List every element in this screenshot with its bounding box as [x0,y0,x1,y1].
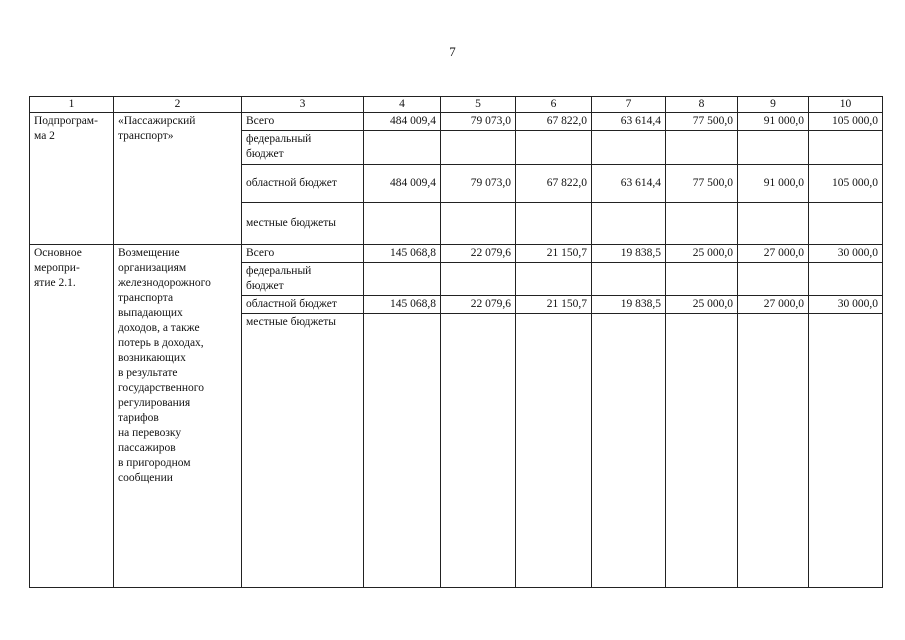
value-cell [516,263,592,296]
value-cell: 21 150,7 [516,296,592,314]
value-cell: 67 822,0 [516,165,592,203]
value-cell: 105 000,0 [809,165,883,203]
table-row [30,113,883,131]
header-cell: 3 [242,97,364,113]
header-cell: 9 [738,97,809,113]
value-cell: 22 079,6 [441,245,516,263]
funding-source: Всего [242,113,364,131]
value-cell: 19 838,5 [592,245,666,263]
funding-source: Всего [242,245,364,263]
value-cell [809,203,883,245]
value-cell [666,314,738,588]
value-cell [738,131,809,165]
value-cell: 30 000,0 [809,296,883,314]
header-cell: 2 [114,97,242,113]
value-cell [738,203,809,245]
value-cell: 25 000,0 [666,296,738,314]
header-cell: 1 [30,97,114,113]
value-cell [441,131,516,165]
program-title: «Пассажирский транспорт» [114,113,242,245]
header-cell: 8 [666,97,738,113]
header-cell: 4 [364,97,441,113]
value-cell [364,263,441,296]
measure-title: Возмещение организациям железнодорожного транспорта выпадающих доходов, а также потерь в доходах, возникающих в результате государственного регулирования тарифов на перевозку пассажиров в пригородном сообщении [114,245,242,588]
value-cell [592,263,666,296]
value-cell: 145 068,8 [364,245,441,263]
value-cell: 21 150,7 [516,245,592,263]
value-cell: 63 614,4 [592,165,666,203]
value-cell: 105 000,0 [809,113,883,131]
header-cell: 7 [592,97,666,113]
value-cell [516,203,592,245]
value-cell: 145 068,8 [364,296,441,314]
header-cell: 10 [809,97,883,113]
value-cell: 27 000,0 [738,296,809,314]
value-cell [666,203,738,245]
value-cell: 19 838,5 [592,296,666,314]
value-cell: 91 000,0 [738,113,809,131]
value-cell: 67 822,0 [516,113,592,131]
header-row [30,97,883,113]
value-cell: 91 000,0 [738,165,809,203]
program-code: Подпрограм- ма 2 [30,113,114,245]
value-cell [592,131,666,165]
value-cell: 30 000,0 [809,245,883,263]
value-cell [441,203,516,245]
value-cell [441,263,516,296]
value-cell: 484 009,4 [364,113,441,131]
header-cell: 6 [516,97,592,113]
value-cell: 77 500,0 [666,113,738,131]
value-cell [809,131,883,165]
value-cell: 484 009,4 [364,165,441,203]
value-cell: 79 073,0 [441,113,516,131]
value-cell [592,203,666,245]
value-cell [666,263,738,296]
funding-source: федеральный бюджет [242,131,364,165]
funding-source: местные бюджеты [242,314,364,588]
value-cell [516,314,592,588]
page-number: 7 [449,44,456,59]
header-cell: 5 [441,97,516,113]
value-cell: 27 000,0 [738,245,809,263]
funding-source: областной бюджет [242,296,364,314]
value-cell [592,314,666,588]
value-cell [809,263,883,296]
value-cell: 63 614,4 [592,113,666,131]
value-cell [666,131,738,165]
value-cell [441,314,516,588]
value-cell [738,314,809,588]
funding-source: местные бюджеты [242,203,364,245]
value-cell [516,131,592,165]
value-cell: 77 500,0 [666,165,738,203]
value-cell [738,263,809,296]
measure-code: Основное меропри- ятие 2.1. [30,245,114,588]
value-cell: 22 079,6 [441,296,516,314]
value-cell [364,203,441,245]
value-cell [364,314,441,588]
value-cell: 79 073,0 [441,165,516,203]
funding-source: федеральный бюджет [242,263,364,296]
budget-table [29,96,883,588]
value-cell [809,314,883,588]
value-cell [364,131,441,165]
funding-source: областной бюджет [242,165,364,203]
value-cell: 25 000,0 [666,245,738,263]
table-row [30,245,883,263]
